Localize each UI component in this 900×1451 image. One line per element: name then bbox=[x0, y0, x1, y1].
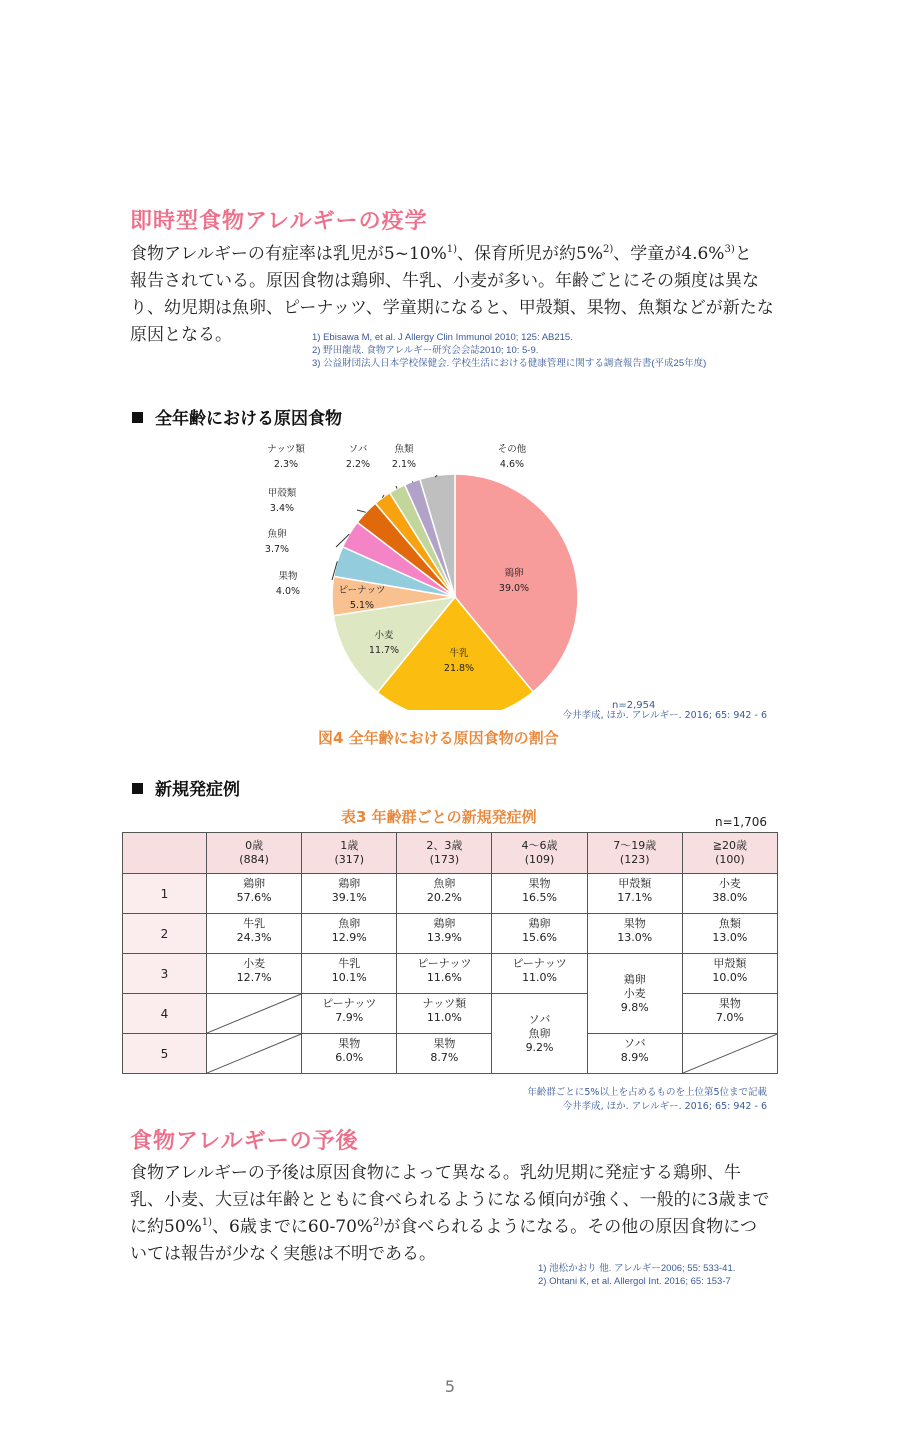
pie-label-value: 5.1% bbox=[349, 600, 375, 611]
pie-label-value: 4.6% bbox=[499, 459, 525, 470]
reference-item: 1) Ebisawa M, et al. J Allergy Clin Immunol 2010; 125: AB215. bbox=[312, 332, 573, 343]
pie-label-value: 2.3% bbox=[273, 459, 299, 470]
citation: 1) bbox=[446, 244, 458, 255]
table-cell bbox=[492, 874, 587, 914]
table-cell bbox=[397, 914, 492, 954]
food-name: 小麦 bbox=[718, 877, 741, 890]
text-span: 、6歳までに60-70% bbox=[212, 1217, 374, 1237]
food-name: 果物 bbox=[623, 917, 646, 930]
corner-cell bbox=[123, 833, 207, 874]
pie-label-name: その他 bbox=[497, 444, 527, 455]
table-source: 今井孝成, ほか. アレルギー. 2016; 65: 942 - 6 bbox=[562, 1101, 767, 1112]
table-cell bbox=[302, 994, 397, 1034]
pie-label-name: ナッツ類 bbox=[267, 444, 305, 455]
food-name: ソバ bbox=[623, 1037, 646, 1050]
table-notes bbox=[527, 1084, 767, 1112]
food-pct: 9.8% bbox=[620, 1000, 649, 1014]
pie-label-value: 2.1% bbox=[391, 459, 417, 470]
table-cell bbox=[682, 874, 777, 914]
pie-label-name: 牛乳 bbox=[449, 648, 469, 659]
rank-cell: 2 bbox=[123, 914, 207, 954]
table-row bbox=[123, 954, 778, 994]
column-header bbox=[207, 833, 302, 874]
empty-cell bbox=[207, 1034, 302, 1074]
para-line-3: り、幼児期は魚卵、ピーナッツ、学童期になると、甲殻類、果物、魚類などが新たな bbox=[130, 298, 774, 318]
diagonal-line bbox=[207, 994, 301, 1033]
section-title-epidemiology: 即時型食物アレルギーの疫学 bbox=[130, 209, 428, 234]
section-title-prognosis: 食物アレルギーの予後 bbox=[130, 1129, 359, 1154]
text-span: 、学童が4.6% bbox=[613, 244, 725, 264]
pie-label-value: 2.2% bbox=[345, 459, 371, 470]
food-pct: 11.0% bbox=[426, 1011, 462, 1024]
pie-label-name: 果物 bbox=[278, 571, 298, 582]
pie-label-value: 39.0% bbox=[498, 583, 530, 594]
table-cell bbox=[682, 914, 777, 954]
table-cell bbox=[587, 874, 682, 914]
food-pct: 7.0% bbox=[715, 1011, 744, 1024]
para-line-1 bbox=[130, 241, 774, 268]
age-label: 7〜19歳 bbox=[613, 839, 657, 852]
food-pct: 16.5% bbox=[522, 891, 558, 904]
figure-heading-text: 全年齢における原因食物 bbox=[155, 409, 342, 429]
rank-cell: 4 bbox=[123, 994, 207, 1034]
rank-cell: 5 bbox=[123, 1034, 207, 1074]
pie-label-name: ピーナッツ bbox=[338, 585, 386, 596]
table-cell bbox=[682, 994, 777, 1034]
references-1 bbox=[312, 331, 706, 370]
pie-label-name: 鶏卵 bbox=[504, 568, 524, 579]
rank-cell: 1 bbox=[123, 874, 207, 914]
food-pct: 12.9% bbox=[331, 931, 367, 944]
column-header bbox=[397, 833, 492, 874]
food-name: 果物 bbox=[528, 877, 551, 890]
table-heading bbox=[132, 775, 240, 800]
food-pct: 24.3% bbox=[236, 931, 272, 944]
table-cell-merged bbox=[492, 994, 587, 1074]
food-pct: 17.1% bbox=[617, 891, 653, 904]
food-name: 鶏卵 bbox=[338, 877, 361, 890]
empty-cell bbox=[682, 1034, 777, 1074]
pie-label-value: 11.7% bbox=[368, 645, 400, 656]
citation: 1) bbox=[201, 1217, 213, 1228]
pie-label-name: 小麦 bbox=[374, 630, 394, 641]
table-cell bbox=[397, 954, 492, 994]
age-count: (317) bbox=[334, 853, 365, 866]
reference-item: 1) 池松かおり 他. アレルギー2006; 55: 533-41. bbox=[538, 1263, 736, 1274]
age-label: 2、3歳 bbox=[426, 839, 463, 852]
age-label: 0歳 bbox=[245, 839, 264, 852]
age-label: ≧20歳 bbox=[712, 839, 747, 852]
food-pct: 10.0% bbox=[712, 971, 748, 984]
food-name: ナッツ類 bbox=[422, 997, 467, 1010]
food-name: ピーナッツ bbox=[512, 957, 567, 970]
table-cell bbox=[207, 874, 302, 914]
age-count: (123) bbox=[619, 853, 650, 866]
food-name: 鶏卵 bbox=[623, 972, 646, 986]
page-number: 5 bbox=[444, 1377, 456, 1396]
citation: 2) bbox=[603, 244, 614, 255]
diagonal-line bbox=[207, 1034, 301, 1073]
square-bullet-icon bbox=[132, 412, 143, 423]
pie-label-name: 魚卵 bbox=[267, 529, 287, 540]
food-name: ピーナッツ bbox=[417, 957, 472, 970]
food-name: 果物 bbox=[433, 1037, 456, 1050]
column-header bbox=[587, 833, 682, 874]
prognosis-paragraph bbox=[130, 1160, 769, 1268]
food-pct: 38.0% bbox=[712, 891, 748, 904]
citation: 3) bbox=[724, 244, 735, 255]
food-name: 魚卵 bbox=[433, 877, 456, 890]
pie-label-value: 3.7% bbox=[264, 544, 290, 555]
food-pct: 8.9% bbox=[620, 1051, 649, 1064]
food-name: 魚卵 bbox=[528, 1026, 551, 1040]
age-count: (109) bbox=[524, 853, 555, 866]
pie-label-name: ソバ bbox=[348, 444, 368, 455]
text-span: と bbox=[734, 244, 752, 264]
pie-n-label: n=2,954 bbox=[612, 700, 656, 711]
table-cell bbox=[587, 914, 682, 954]
table-note: 年齢群ごとに5%以上を占めるものを上位第5位まで記載 bbox=[527, 1087, 767, 1098]
food-pct: 11.0% bbox=[522, 971, 558, 984]
text-span: に約50% bbox=[130, 1217, 202, 1237]
table-cell-merged bbox=[587, 954, 682, 1034]
food-name: ソバ bbox=[528, 1012, 551, 1026]
food-pct: 13.0% bbox=[712, 931, 748, 944]
age-count: (100) bbox=[715, 853, 745, 866]
citation: 2) bbox=[373, 1217, 384, 1228]
table-cell bbox=[587, 1034, 682, 1074]
rank-cell: 3 bbox=[123, 954, 207, 994]
para-line-4: いては報告が少なく実態は不明である。 bbox=[130, 1244, 436, 1264]
table-row bbox=[123, 1034, 778, 1074]
new-onset-table bbox=[122, 832, 778, 1074]
table-cell bbox=[302, 914, 397, 954]
empty-cell bbox=[207, 994, 302, 1034]
pie-label-value: 21.8% bbox=[443, 663, 475, 674]
table-cell bbox=[397, 874, 492, 914]
food-pct: 13.0% bbox=[617, 931, 653, 944]
food-name: 果物 bbox=[718, 997, 741, 1010]
table-header-row bbox=[123, 833, 778, 874]
table-cell bbox=[682, 954, 777, 994]
food-name: 甲殻類 bbox=[713, 957, 747, 970]
food-name: 魚卵 bbox=[338, 917, 361, 930]
table-row bbox=[123, 914, 778, 954]
food-pct: 39.1% bbox=[331, 891, 367, 904]
age-count: (884) bbox=[239, 853, 269, 866]
table-cell bbox=[302, 874, 397, 914]
table-caption: 表3 年齢群ごとの新規発症例 bbox=[341, 808, 537, 826]
food-name: 魚類 bbox=[718, 917, 741, 930]
text-span: 、保育所児が約5% bbox=[457, 244, 603, 264]
age-count: (173) bbox=[429, 853, 460, 866]
table-cell bbox=[397, 1034, 492, 1074]
food-name: 牛乳 bbox=[338, 957, 361, 970]
food-name: 小麦 bbox=[623, 986, 646, 1000]
pie-leader-line bbox=[357, 510, 366, 512]
table-heading-text: 新規発症例 bbox=[155, 780, 240, 800]
food-name: 果物 bbox=[338, 1037, 361, 1050]
food-name: ピーナッツ bbox=[322, 997, 377, 1010]
diagonal-line bbox=[683, 1034, 777, 1073]
references-2 bbox=[538, 1262, 735, 1288]
para-line-1: 食物アレルギーの予後は原因食物によって異なる。乳幼児期に発症する鶏卵、牛 bbox=[130, 1163, 741, 1183]
figure-source: 今井孝成, ほか. アレルギー. 2016; 65: 942 - 6 bbox=[562, 710, 767, 721]
food-pct: 13.9% bbox=[426, 931, 462, 944]
age-label: 4〜6歳 bbox=[521, 839, 558, 852]
table-cell bbox=[207, 914, 302, 954]
para-line-3 bbox=[130, 1214, 769, 1241]
table-cell bbox=[207, 954, 302, 994]
food-pct: 10.1% bbox=[331, 971, 367, 984]
food-pct: 15.6% bbox=[522, 931, 558, 944]
food-name: 鶏卵 bbox=[243, 877, 266, 890]
age-label: 1歳 bbox=[340, 839, 359, 852]
pie-leader-line bbox=[396, 486, 397, 489]
figure-caption: 図4 全年齢における原因食物の割合 bbox=[318, 729, 559, 747]
text-span: 食物アレルギーの有症率は乳児が5~10% bbox=[130, 244, 447, 264]
table-cell bbox=[302, 1034, 397, 1074]
reference-item: 2) Ohtani K, et al. Allergol Int. 2016; 65: 153-7 bbox=[538, 1276, 731, 1287]
figure-heading bbox=[132, 404, 342, 429]
food-pct: 9.2% bbox=[525, 1040, 554, 1054]
pie-chart bbox=[0, 430, 900, 710]
food-pct: 11.6% bbox=[426, 971, 462, 984]
food-pct: 20.2% bbox=[426, 891, 462, 904]
food-name: 鶏卵 bbox=[433, 917, 456, 930]
reference-item: 2) 野田龍哉. 食物アレルギー研究会会誌2010; 10: 5-9. bbox=[312, 345, 539, 356]
food-name: 小麦 bbox=[243, 957, 266, 970]
table-cell bbox=[397, 994, 492, 1034]
text-span: が食べられるようになる。その他の原因食物につ bbox=[383, 1217, 757, 1237]
reference-item: 3) 公益財団法人日本学校保健会. 学校生活における健康管理に関する調査報告書(平成25年度) bbox=[312, 358, 707, 369]
food-name: 甲殻類 bbox=[618, 877, 652, 890]
food-pct: 12.7% bbox=[236, 971, 272, 984]
table-row bbox=[123, 874, 778, 914]
square-bullet-icon bbox=[132, 783, 143, 794]
table-cell bbox=[492, 914, 587, 954]
para-line-2: 報告されている。原因食物は鶏卵、牛乳、小麦が多い。年齢ごとにその頻度は異な bbox=[130, 271, 759, 291]
table-n-label: n=1,706 bbox=[714, 815, 767, 829]
food-pct: 8.7% bbox=[430, 1051, 459, 1064]
food-name: 牛乳 bbox=[243, 917, 266, 930]
column-header bbox=[302, 833, 397, 874]
food-pct: 6.0% bbox=[335, 1051, 364, 1064]
pie-label-name: 甲殻類 bbox=[267, 488, 297, 499]
pie-label-name: 魚類 bbox=[394, 444, 414, 455]
food-name: 鶏卵 bbox=[528, 917, 551, 930]
para-line-2: 乳、小麦、大豆は年齢とともに食べられるようになる傾向が強く、一般的に3歳まで bbox=[130, 1190, 770, 1210]
table-cell bbox=[492, 954, 587, 994]
food-pct: 57.6% bbox=[236, 891, 272, 904]
food-pct: 7.9% bbox=[335, 1011, 364, 1024]
column-header bbox=[682, 833, 777, 874]
table-cell bbox=[302, 954, 397, 994]
pie-label-value: 4.0% bbox=[275, 586, 301, 597]
column-header bbox=[492, 833, 587, 874]
para-line-4: 原因となる。 bbox=[130, 325, 232, 345]
pie-label-value: 3.4% bbox=[269, 503, 295, 514]
